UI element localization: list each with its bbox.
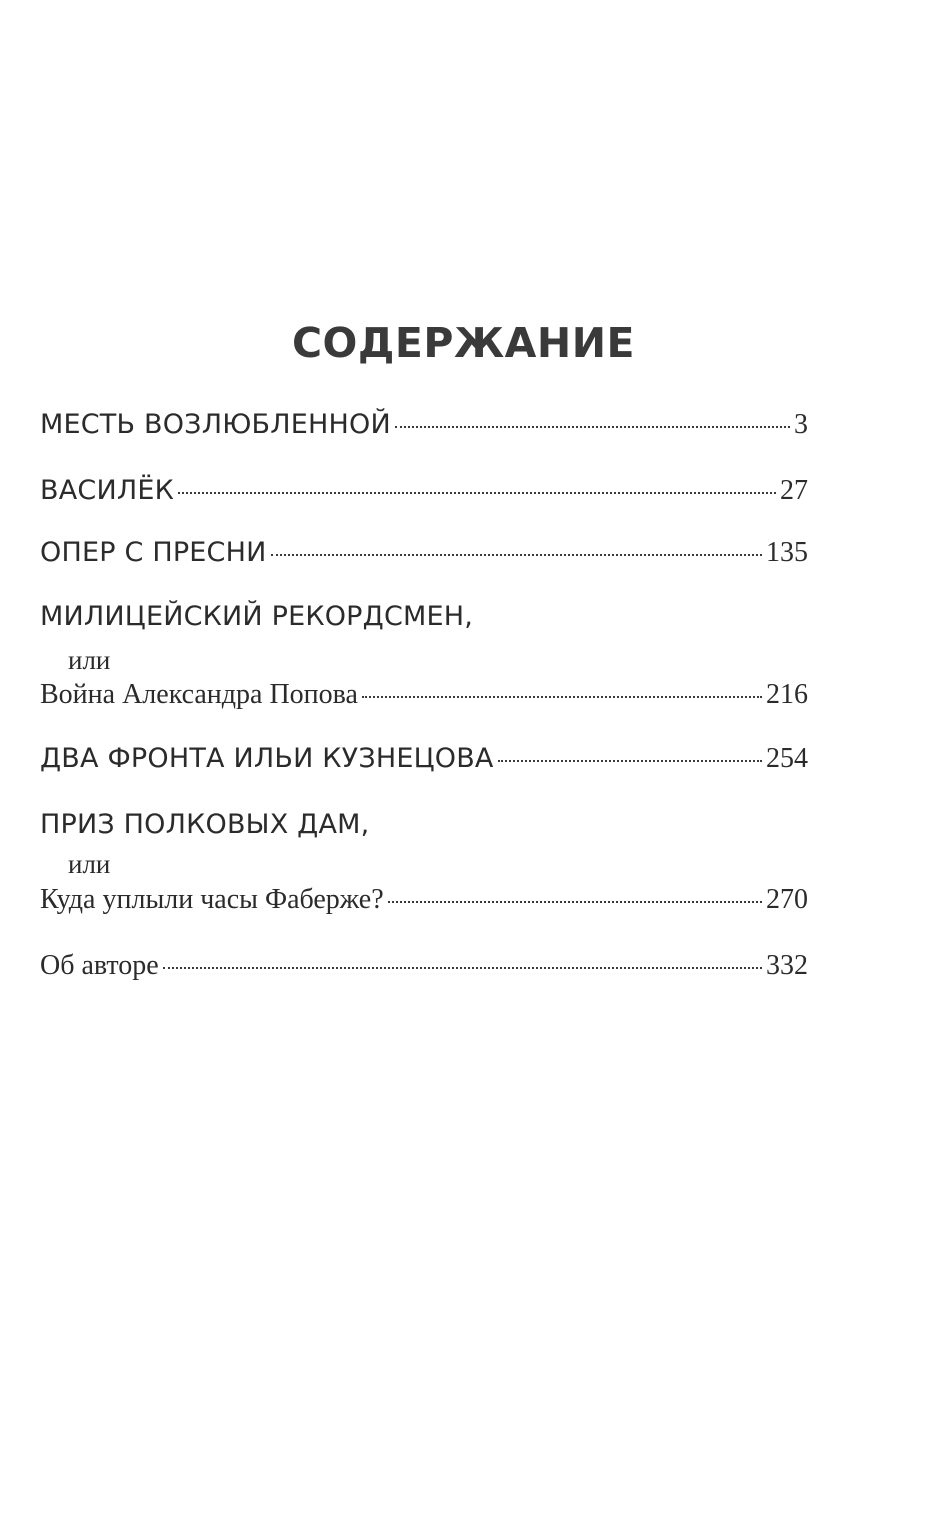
toc-entry-page: 254 <box>766 743 808 774</box>
dot-leader <box>178 492 776 494</box>
toc-entry <box>40 743 808 783</box>
dot-leader <box>271 554 762 556</box>
toc-entry <box>40 409 808 449</box>
dot-leader <box>498 760 762 762</box>
toc-entry-title: ВАСИЛЁК <box>40 475 174 506</box>
dot-leader <box>388 901 762 903</box>
dot-leader <box>362 696 762 698</box>
toc-entry-title-line1: МИЛИЦЕЙСКИЙ РЕКОРДСМЕН, <box>40 601 474 632</box>
toc-entry-page: 216 <box>766 679 808 710</box>
toc-entry-page: 135 <box>766 537 808 568</box>
toc-entry-title: ОПЕР С ПРЕСНИ <box>40 537 267 568</box>
toc-entry <box>40 679 808 719</box>
toc-entry-connector: или <box>68 849 111 879</box>
toc-entry-connector: или <box>68 645 111 675</box>
toc-entry-page: 270 <box>766 884 808 915</box>
toc-entry-title: Об авторе <box>40 950 159 981</box>
dot-leader <box>163 967 762 969</box>
toc-entry-page: 27 <box>780 475 808 506</box>
toc-heading: СОДЕРЖАНИЕ <box>291 319 636 367</box>
toc-entry-title: Война Александра Попова <box>40 679 358 710</box>
toc-entry <box>40 950 808 990</box>
toc-entry-title-line1: ПРИЗ ПОЛКОВЫХ ДАМ, <box>40 809 370 840</box>
dot-leader <box>395 426 790 428</box>
toc-entry-page: 332 <box>766 950 808 981</box>
toc-entry <box>40 537 808 577</box>
toc-entry-page: 3 <box>794 409 808 440</box>
toc-entry-title: Куда уплыли часы Фаберже? <box>40 884 384 915</box>
toc-entry <box>40 475 808 515</box>
toc-entry-title: ДВА ФРОНТА ИЛЬИ КУЗНЕЦОВА <box>40 743 494 774</box>
toc-entry <box>40 884 808 924</box>
toc-entry-title: МЕСТЬ ВОЗЛЮБЛЕННОЙ <box>40 409 391 440</box>
